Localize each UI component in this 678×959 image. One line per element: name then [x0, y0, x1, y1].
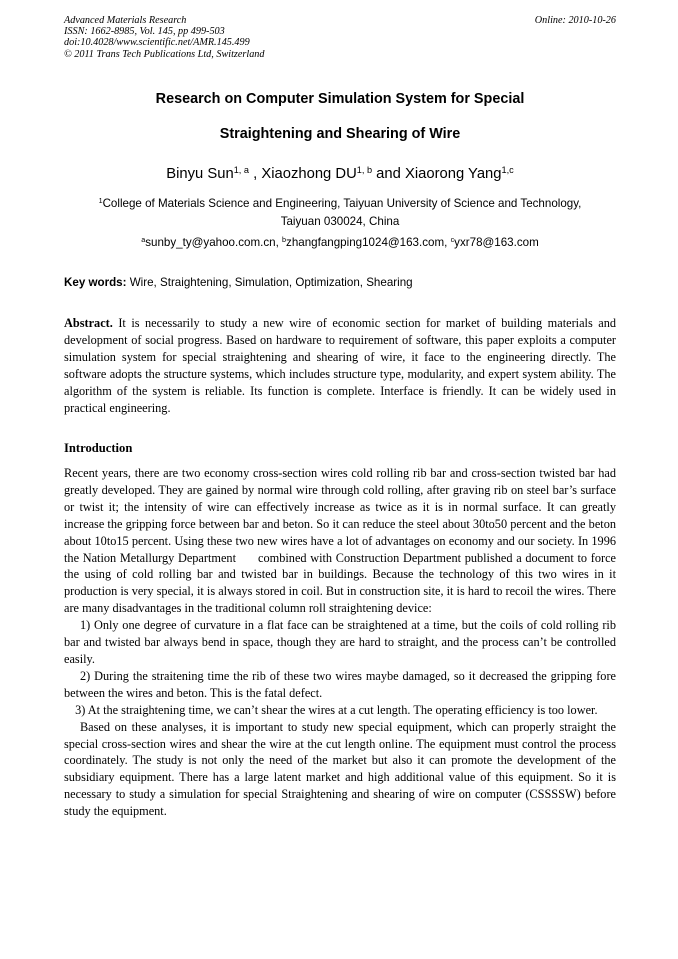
abstract	[64, 315, 616, 416]
introduction-body	[64, 465, 620, 820]
affiliation-sup: 1	[98, 196, 103, 206]
copyright-line: © 2011 Trans Tech Publications Ltd, Switzerland	[64, 48, 265, 60]
abstract-label: Abstract.	[64, 316, 113, 330]
email-b-sup: b	[282, 235, 287, 245]
intro-paragraph-2: Based on these analyses, it is important to study new special equipment, which can properly straight the special cross-section wires and shear the wire at the cut length online. The equipment must control the process coordinately. The study is not only the need of the market but also it can promote the development of the subsidiary equipment. There has a large latent market and high additional value of this equipment. So it is necessary to study a simulation for special Straightening and shearing of wire on computer (CSSSSW) before study the equipment.	[64, 719, 616, 819]
affiliation-line-1	[64, 195, 616, 213]
email-c[interactable]: yxr78@163.com	[454, 236, 539, 249]
journal-name: Advanced Materials Research	[64, 15, 187, 26]
doi-line: doi:10.4028/www.scientific.net/AMR.145.499	[64, 37, 250, 49]
author-2-name: Xiaozhong DU	[261, 166, 357, 182]
email-list	[64, 236, 616, 249]
author-separator-1: ,	[249, 166, 262, 182]
author-3-name: Xiaorong Yang	[404, 166, 502, 182]
author-3-sup: 1,c	[501, 164, 514, 175]
author-separator-2: and	[372, 166, 405, 182]
affiliation-text-1: College of Materials Science and Engineering, Taiyuan University of Science and Technology,	[102, 197, 582, 210]
affiliation-line-2: Taiyuan 030024, China	[280, 214, 400, 228]
author-2-sup: 1, b	[356, 164, 373, 175]
keywords	[64, 276, 616, 289]
author-1-sup: 1, a	[233, 164, 249, 175]
paper-title-line-2: Straightening and Shearing of Wire	[219, 126, 461, 142]
intro-list-item-3: 3) At the straightening time, we can’t shear the wires at a cut length. The operating efficiency is too lower.	[75, 702, 598, 717]
keywords-label: Key words:	[64, 276, 127, 289]
keywords-text: Wire, Straightening, Simulation, Optimization, Shearing	[126, 276, 413, 289]
email-a-sup: a	[141, 235, 146, 245]
section-heading-introduction: Introduction	[64, 441, 133, 455]
intro-list-item-2: 2) During the straitening time the rib of these two wires maybe damaged, so it decreased the gripping fore between the wires and beton. This is the fatal defect.	[64, 668, 616, 700]
abstract-text: It is necessarily to study a new wire of economic section for market of building materials and development of social progress. Based on hardware to requirement of software, this paper exploits a computer simulation system for special straightening and shearing of wire, it face to the engineering directly. The software adopts the structure systems, which includes structure type, modularity, and expert system ability. The algorithm of the system is reliable. Its function is complete. Interface is friendly. It can be widely used in practical engineering.	[64, 316, 616, 415]
journal-header	[64, 15, 616, 60]
email-b[interactable]: zhangfangping1024@163.com,	[286, 236, 451, 249]
paper-title-line-1: Research on Computer Simulation System for Special	[155, 91, 525, 107]
intro-list-item-1: 1) Only one degree of curvature in a flat face can be straightened at a time, but the coils of cold rolling rib bar and twisted bar always bend in space, though they are hard to straight, and the process can’t be controlled easily.	[64, 618, 616, 666]
issn-line: ISSN: 1662-8985, Vol. 145, pp 499-503	[64, 26, 225, 38]
intro-paragraph-1: Recent years, there are two economy cross-section wires cold rolling rib bar and cross-section twisted bar had greatly developed. They are gained by normal wire through cold rolling, after graving rib on steel bar’s surface or twist it; the intensity of wire can effectively increase as twice as it is in normal surface. It can greatly increase the gripping force between bar and beton. So it can reduce the steel about 30to50 percent and the beton about 10to15 percent. Using these two new wires have a lot of advantages on economy and our society. In 1996 the Nation Metallurgy Department combined with Construction Department published a document to force the using of cold rolling bar and twisted bar in buildings. Because the technology of this two wires in it production is very special, it is always stored in coil. But in construction site, it is hard to recoil the wires. There are many disadvantages in the traditional column roll straightening device:	[64, 466, 620, 616]
author-list	[64, 166, 616, 182]
author-1-name: Binyu Sun	[166, 166, 234, 182]
email-a[interactable]: sunby_ty@yahoo.com.cn,	[145, 236, 283, 249]
email-c-sup: c	[450, 235, 455, 245]
affiliation	[64, 195, 616, 230]
online-date: Online: 2010-10-26	[534, 15, 616, 26]
